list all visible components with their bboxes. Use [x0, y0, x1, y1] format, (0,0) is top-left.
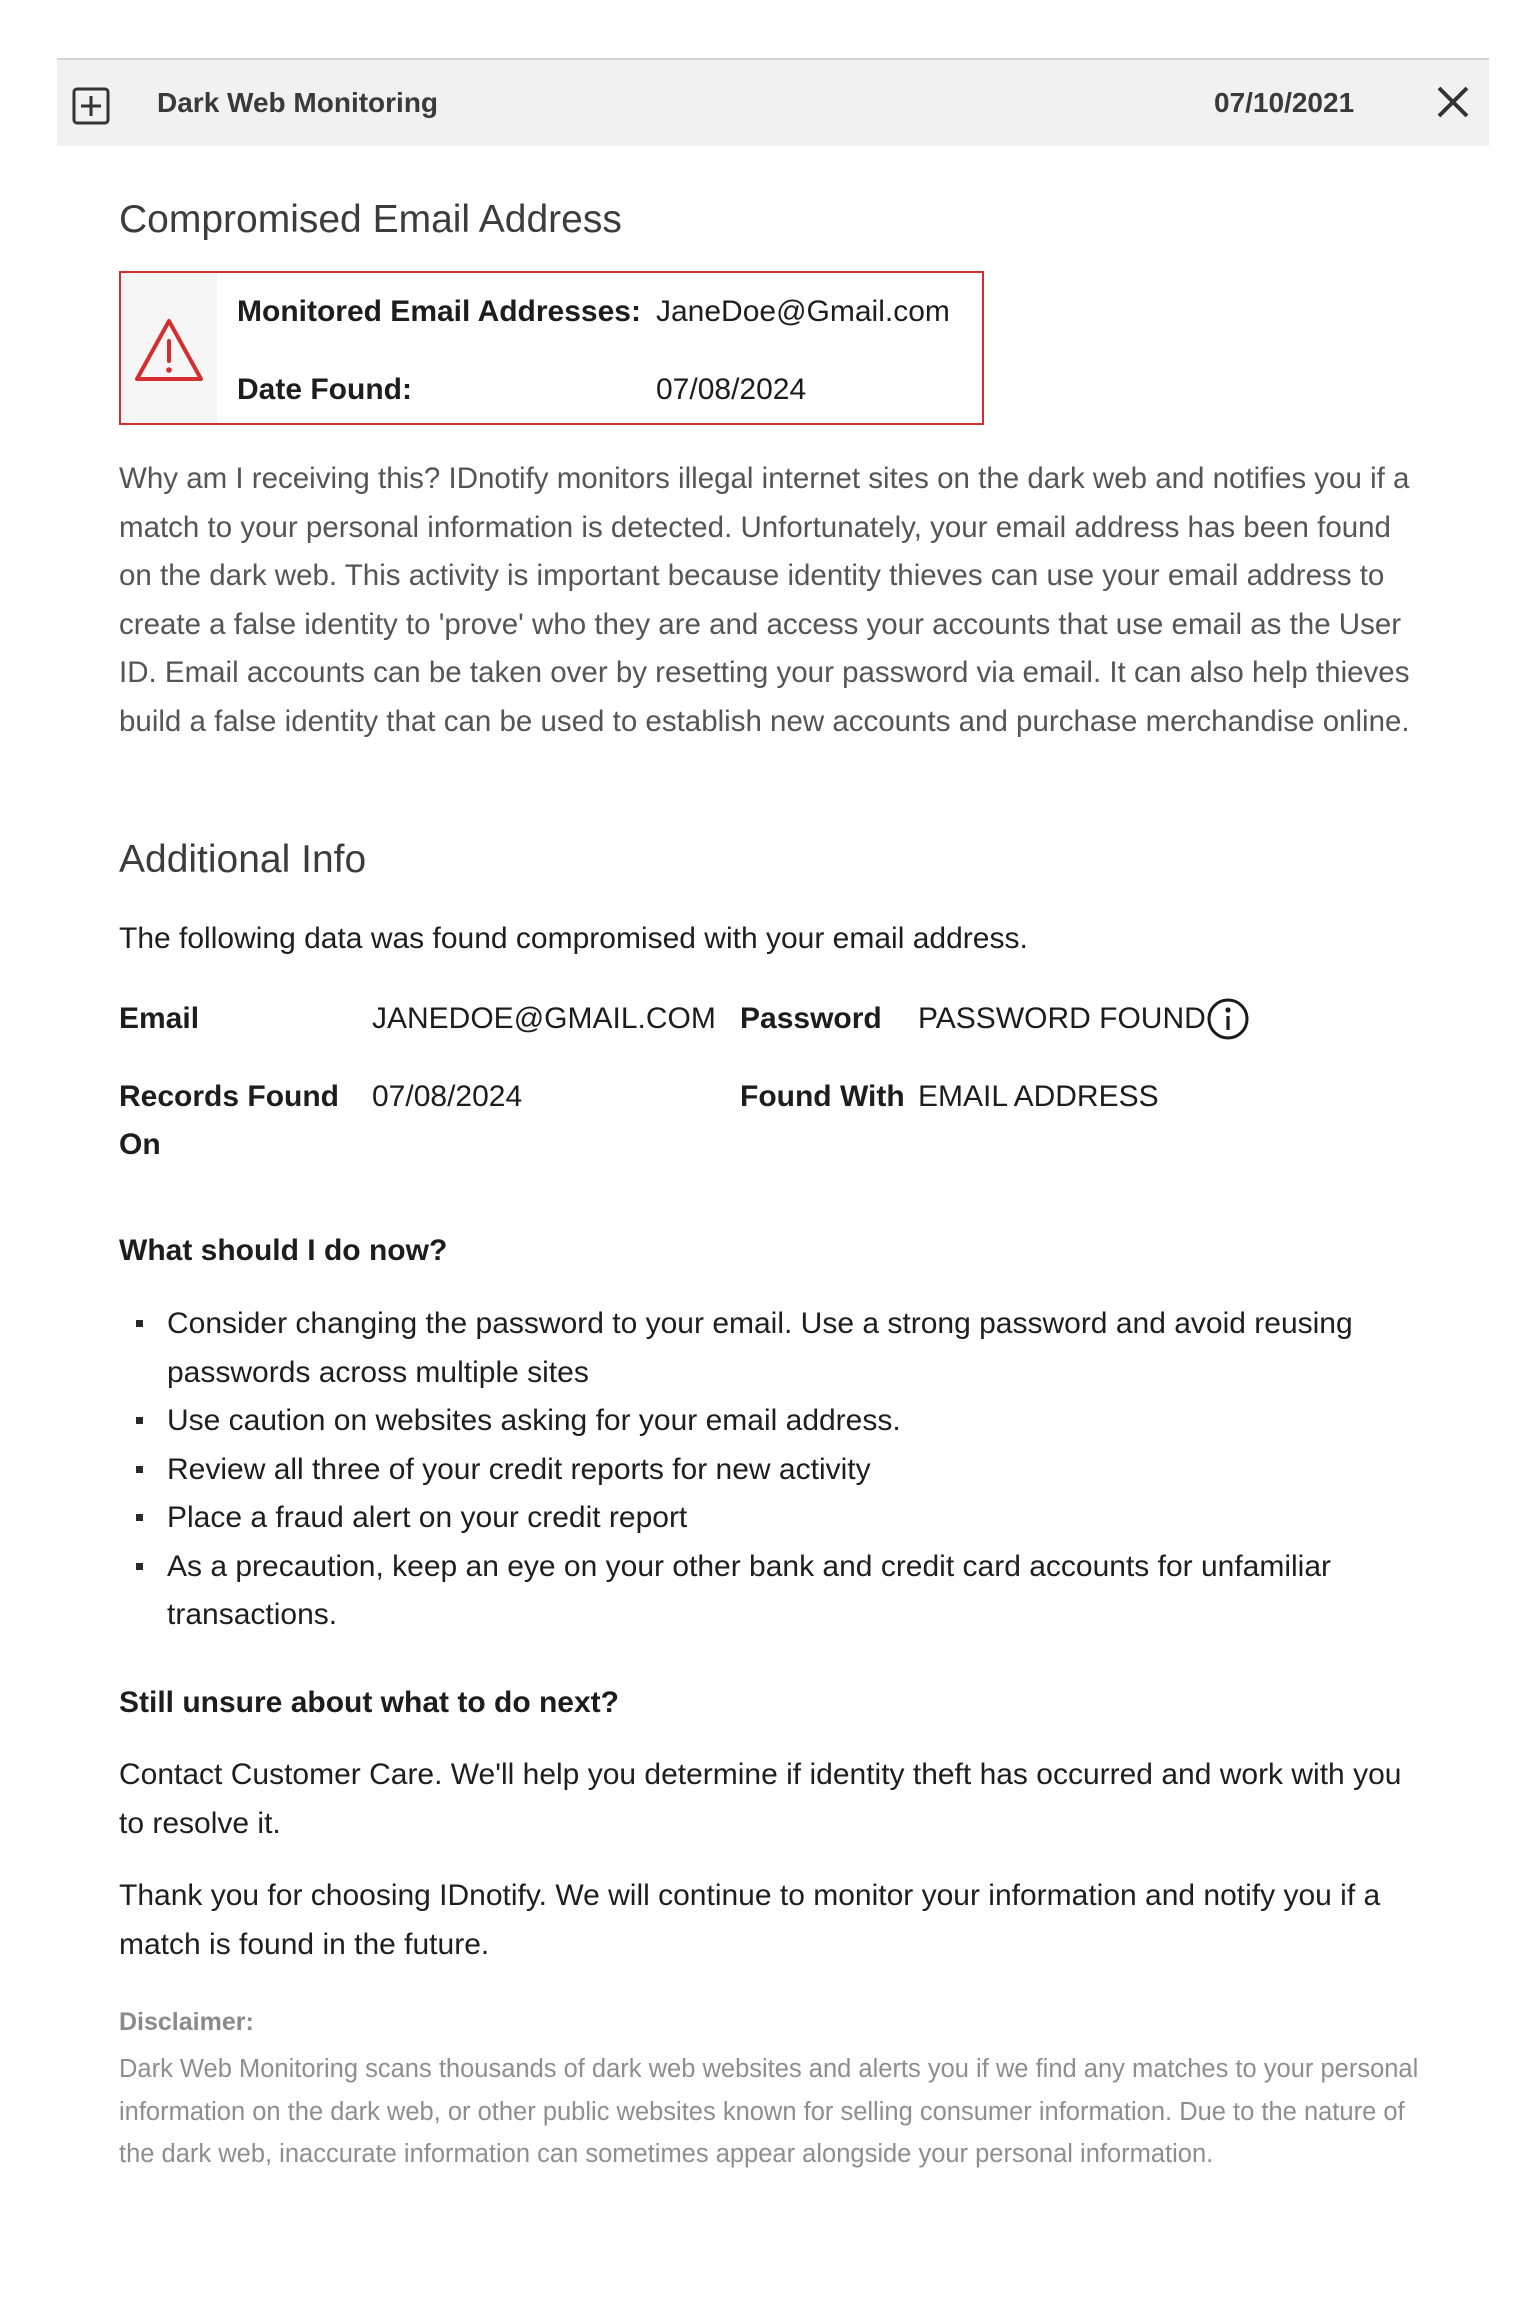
- records-found-label-line2: On: [119, 1128, 161, 1161]
- section-title-compromised: Compromised Email Address: [119, 198, 622, 241]
- thank-you-text: Thank you for choosing IDnotify. We will continue to monitor your information and notify you if a match is found in the future.: [119, 1879, 1381, 1961]
- list-item: Consider changing the password to your email. Use a strong password and avoid reusing passwords across multiple sites: [119, 1300, 1429, 1397]
- records-found-label-line1: Records Found: [119, 1080, 340, 1113]
- alert-date: 07/10/2021: [1214, 87, 1355, 118]
- list-item: As a precaution, keep an eye on your other bank and credit card accounts for unfamiliar transactions.: [119, 1543, 1429, 1640]
- list-item: Review all three of your credit reports for new activity: [119, 1446, 1429, 1495]
- info-circle-icon[interactable]: [1206, 997, 1250, 1041]
- alert-icon-cell: [121, 273, 217, 423]
- date-found-value: 07/08/2024: [656, 373, 807, 406]
- records-found-label: [119, 1073, 339, 1169]
- list-item: Use caution on websites asking for your email address.: [119, 1397, 1429, 1446]
- plus-square-icon[interactable]: [71, 86, 111, 126]
- monitored-email-label: Monitored Email Addresses:: [237, 295, 641, 328]
- monitored-email-value: JaneDoe@Gmail.com: [656, 295, 950, 328]
- email-value: JANEDOE@GMAIL.COM: [372, 1002, 716, 1035]
- alert-header-bar: [57, 58, 1489, 146]
- disclaimer-label: Disclaimer:: [119, 2008, 254, 2036]
- section-title-additional-info: Additional Info: [119, 838, 367, 881]
- still-unsure-heading: Still unsure about what to do next?: [119, 1686, 619, 1719]
- additional-info-intro: The following data was found compromised with your email address.: [119, 922, 1028, 955]
- contact-care-text: Contact Customer Care. We'll help you determine if identity theft has occurred and work with you to resolve it.: [119, 1758, 1402, 1840]
- what-to-do-heading: What should I do now?: [119, 1234, 448, 1267]
- alert-type-title: Dark Web Monitoring: [157, 87, 439, 118]
- records-found-value: 07/08/2024: [372, 1080, 523, 1113]
- disclaimer-text: Dark Web Monitoring scans thousands of dark web websites and alerts you if we find any matches to your personal information on the dark web, or other public websites known for selling consumer information. Due to the nature of the dark web, inaccurate information can sometimes appear alongside your personal information.: [119, 2055, 1419, 2168]
- found-with-label: Found With: [740, 1080, 905, 1113]
- email-label: Email: [119, 1002, 200, 1035]
- password-label: Password: [740, 1002, 882, 1035]
- recommended-actions-list: [119, 1300, 1429, 1640]
- close-icon[interactable]: [1433, 82, 1473, 122]
- explanation-text: Why am I receiving this? IDnotify monitors illegal internet sites on the dark web and notifies you if a match to your personal information is detected. Unfortunately, your email address has been found on the dark web. This activity is important because identity thieves can use your email address to create a false identity to 'prove' who they are and access your accounts that use email as the User ID. Email accounts can be taken over by resetting your password via email. It can also help thieves build a false identity that can be used to establish new accounts and purchase merchandise online.: [119, 462, 1410, 738]
- compromised-summary-box: [119, 271, 984, 425]
- password-value: PASSWORD FOUND: [918, 1002, 1206, 1035]
- date-found-label: Date Found:: [237, 373, 412, 406]
- list-item: Place a fraud alert on your credit report: [119, 1494, 1429, 1543]
- warning-triangle-icon: [133, 317, 205, 383]
- found-with-value: EMAIL ADDRESS: [918, 1080, 1159, 1113]
